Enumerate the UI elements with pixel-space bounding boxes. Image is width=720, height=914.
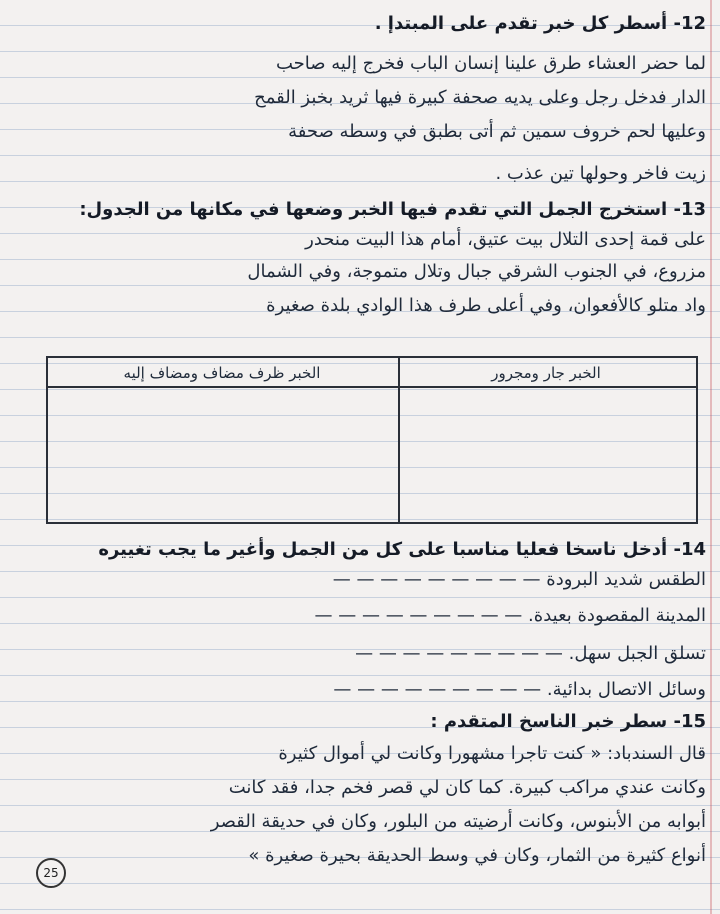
answer-blank: — — — — — — — — — [314,605,523,626]
q15-line-3: أبوابه من الأبنوس، وكانت أرضيته من البلور، وكان في حديقة القصر [210,811,706,832]
q14-item-3 [10,640,706,668]
margin-line [710,0,712,914]
answer-blank: — — — — — — — — — [333,679,542,700]
q12-line-1: لما حضر العشاء طرق علينا إنسان الباب فخرج إليه صاحب [275,53,706,74]
q14-title: 14- أدخل ناسخا فعليا مناسبا على كل من الجمل وأغير ما يجب تغييره [98,539,706,560]
answer-blank: — — — — — — — — — [355,643,563,664]
q13-line-3: واد متلو كالأفعوان، وفي أعلى طرف هذا الوادي بلدة صغيرة [266,295,706,316]
answer-table [46,356,698,524]
q14-item-4 [10,676,706,704]
q13-line-1: على قمة إحدى التلال بيت عتيق، أمام هذا البيت منحدر [305,229,706,250]
q15-line-4: أنواع كثيرة من الثمار، وكان في وسط الحديقة بحيرة صغيرة » [248,845,706,866]
q15-title: 15- سطر خبر الناسخ المتقدم : [430,711,706,732]
q14-item-1 [10,566,706,594]
answer-blank: — — — — — — — — — [332,569,541,590]
q15-line-1: قال السندباد: « كنت تاجرا مشهورا وكانت لي أموال كثيرة [278,743,706,764]
q12-line-4: زيت فاخر وحولها تين عذب . [495,163,706,184]
page-number: 25 [36,858,66,888]
q14-sentence-2: المدينة المقصودة بعيدة. [528,605,706,626]
q12-line-2: الدار فدخل رجل وعلى يديه صحفة كبيرة فيها ثريد بخبز القمح [254,87,706,108]
table-header-prepositional: الخبر جار ومجرور [491,364,601,382]
table-header-adverbial: الخبر ظرف مضاف ومضاف إليه [123,364,321,382]
q13-title: 13- استخرج الجمل التي تقدم فيها الخبر وضعها في مكانها من الجدول: [79,199,706,220]
q14-sentence-1: الطقس شديد البرودة [546,569,706,590]
q14-item-2 [10,602,706,630]
q12-line-3: وعليها لحم خروف سمين ثم أتى بطبق في وسطه صحفة [288,121,706,142]
q13-line-2: مزروع، في الجنوب الشرقي جبال وتلال متموجة، وفي الشمال [247,261,706,282]
q12-title: 12- أسطر كل خبر تقدم على المبتدإ . [374,13,706,34]
q15-line-2: وكانت عندي مراكب كبيرة. كما كان لي قصر فخم جدا، فقد كانت [228,777,706,798]
q14-sentence-3: تسلق الجبل سهل. [568,643,706,664]
q14-sentence-4: وسائل الاتصال بدائية. [546,679,706,700]
